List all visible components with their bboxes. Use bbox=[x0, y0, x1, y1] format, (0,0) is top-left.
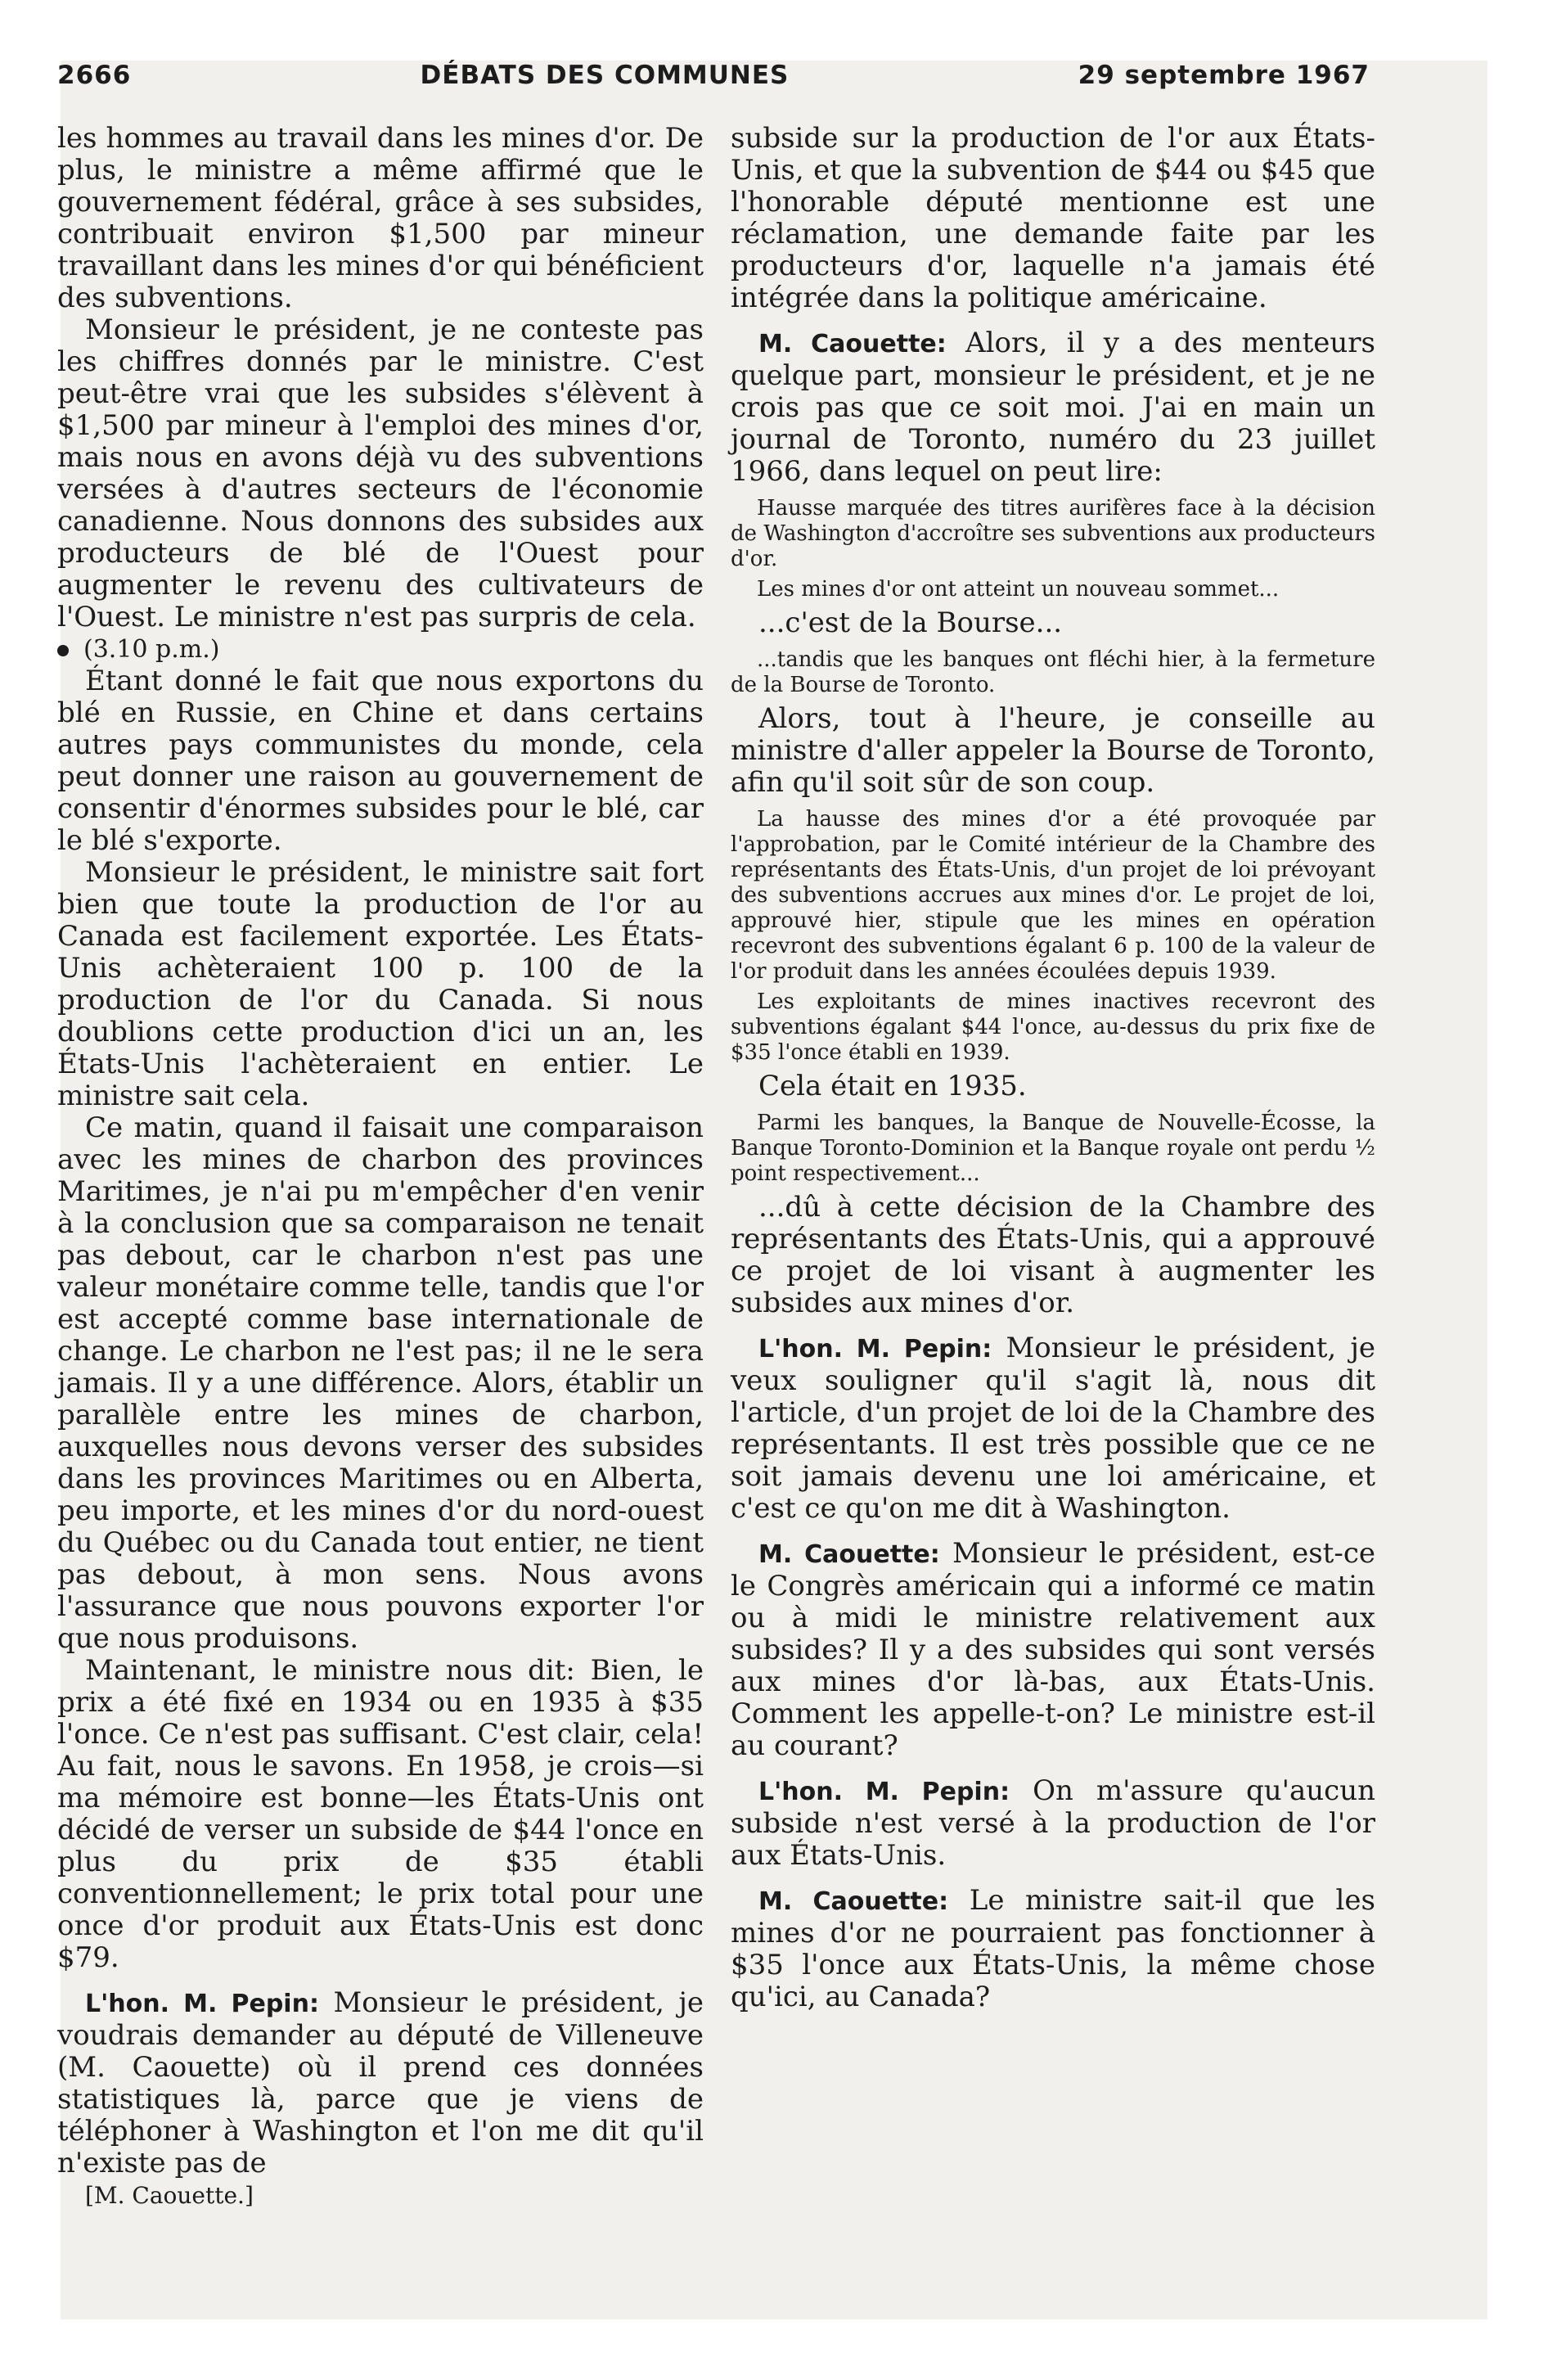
speech-text: Le ministre sait-il que les mines d'or ne pourraient pas fonctionner à $35 l'once aux États-Unis, la même chose qu'ici, au Canada? bbox=[731, 1884, 1375, 2013]
quotation: Parmi les banques, la Banque de Nouvelle-Écosse, la Banque Toronto-Dominion et la Banque royale ont perdu ½ point respectivement... bbox=[731, 1111, 1375, 1186]
bullet-icon bbox=[57, 645, 69, 656]
paragraph: Ce matin, quand il faisait une comparaison avec les mines de charbon des provinces Maritimes, je n'ai pu m'empêcher d'en venir à la conclusion que sa comparaison ne tenait pas debout, car le charbon n'est pas une valeur monétaire comme telle, tandis que l'or est accepté comme base internationale de change. Le charbon ne l'est pas; il ne le sera jamais. Il y a une différence. Alors, établir un parallèle entre les mines de charbon, auxquelles nous devons verser des subsides dans les provinces Maritimes ou en Alberta, peu importe, et les mines d'or du nord-ouest du Québec ou du Canada tout entier, ne tient pas debout, à mon sens. Nous avons l'assurance que nous pouvons exporter l'or que nous produisons. bbox=[57, 1111, 704, 1655]
quotation: Les exploitants de mines inactives recevront des subventions égalant $44 l'once, au-dessus du prix fixe de $35 l'once établi en 1939. bbox=[731, 989, 1375, 1065]
time-text: (3.10 p.m.) bbox=[83, 635, 220, 664]
paragraph: Alors, tout à l'heure, je conseille au ministre d'aller appeler la Bourse de Toronto, afin qu'il soit sûr de son coup. bbox=[731, 702, 1375, 799]
paragraph: Maintenant, le ministre nous dit: Bien, le prix a été fixé en 1934 ou en 1935 à $35 l'once. Ce n'est pas suffisant. C'est clair, cela! Au fait, nous le savons. En 1958, je crois—si ma mémoire est bonne—les États-Unis ont décidé de verser un subside de $44 l'once en plus du prix de $35 établi conventionnellement; le prix total pour une once d'or produit aux États-Unis est donc $79. bbox=[57, 1654, 704, 1974]
right-column bbox=[731, 123, 1375, 2013]
speech-text: Monsieur le président, je veux souligner qu'il s'agit là, nous dit l'article, d'un projet de loi de la Chambre des représentants. Il est très possible que ce ne soit jamais devenu une loi américaine, et c'est ce qu'on me dit à Washington. bbox=[731, 1332, 1376, 1525]
quotation: Les mines d'or ont atteint un nouveau sommet... bbox=[757, 577, 1280, 602]
paragraph: subside sur la production de l'or aux États-Unis, et que la subvention de $44 ou $45 que l'honorable député mentionne est une réclamation, une demande faite par les producteurs d'or, laquelle n'a jamais été intégrée dans la politique américaine. bbox=[731, 122, 1375, 314]
paragraph: ...c'est de la Bourse... bbox=[758, 606, 1063, 639]
paragraph: Étant donné le fait que nous exportons du blé en Russie, en Chine et dans certains autres pays communistes du monde, cela peut donner une raison au gouvernement de consentir d'énormes subsides pour le blé, car le blé s'exporte. bbox=[57, 665, 704, 857]
speaker-name: L'hon. M. Pepin: bbox=[758, 1778, 1010, 1806]
footer-attribution: [M. Caouette.] bbox=[85, 2182, 254, 2209]
speaker-name: M. Caouette: bbox=[758, 1887, 949, 1916]
speech-text: Monsieur le président, est-ce le Congrès américain qui a informé ce matin ou à midi le ministre relativement aux subsides? Il y a des subsides qui sont versés aux mines d'or là-bas, aux États-Unis. Comment les appelle-t-on? Le ministre est-il au courant? bbox=[731, 1537, 1376, 1762]
paragraph: Cela était en 1935. bbox=[758, 1070, 1027, 1102]
time-marker bbox=[57, 633, 704, 665]
quotation: ...tandis que les banques ont fléchi hier, à la fermeture de la Bourse de Toronto. bbox=[731, 647, 1375, 697]
speech-text: On m'assure qu'aucun subside n'est versé à la production de l'or aux États-Unis. bbox=[731, 1774, 1376, 1872]
speech bbox=[731, 1775, 1375, 1872]
page-date: 29 septembre 1967 bbox=[1078, 61, 1370, 90]
speaker-name: L'hon. M. Pepin: bbox=[758, 1335, 992, 1364]
speech-text: Monsieur le président, je voudrais demander au député de Villeneuve (M. Caouette) où il prend ces données statistiques là, parce que je viens de téléphoner à Washington et l'on me dit qu'il n'existe pas de bbox=[57, 1986, 704, 2179]
speech-text: Alors, il y a des menteurs quelque part, monsieur le président, et je ne crois pas que ce soit moi. J'ai en main un journal de Toronto, numéro du 23 juillet 1966, dans lequel on peut lire: bbox=[731, 327, 1376, 488]
paragraph: les hommes au travail dans les mines d'or. De plus, le ministre a même affirmé que le gouvernement fédéral, grâce à ses subsides, contribuait environ $1,500 par mineur travaillant dans les mines d'or qui bénéficient des subventions. bbox=[57, 122, 704, 314]
quotation: Hausse marquée des titres aurifères face à la décision de Washington d'accroître ses subventions aux producteurs d'or. bbox=[731, 496, 1375, 571]
page-header bbox=[57, 61, 1370, 90]
paragraph: ...dû à cette décision de la Chambre des représentants des États-Unis, qui a approuvé ce projet de loi visant à augmenter les subsides aux mines d'or. bbox=[731, 1191, 1375, 1319]
speech bbox=[57, 1987, 704, 2179]
paragraph: Monsieur le président, je ne conteste pas les chiffres donnés par le ministre. C'est peut-être vrai que les subsides s'élèvent à $1,500 par mineur à l'emploi des mines d'or, mais nous en avons déjà vu des subventions versées à d'autres secteurs de l'économie canadienne. Nous donnons des subsides aux producteurs de blé de l'Ouest pour augmenter le revenu des cultivateurs de l'Ouest. Le ministre n'est pas surpris de cela. bbox=[57, 313, 704, 633]
speech bbox=[731, 1538, 1375, 1762]
page-title: DÉBATS DES COMMUNES bbox=[420, 61, 790, 90]
speaker-name: M. Caouette: bbox=[758, 1540, 940, 1569]
left-column bbox=[57, 123, 704, 2211]
page-number: 2666 bbox=[57, 61, 132, 90]
paragraph: Monsieur le président, le ministre sait fort bien que toute la production de l'or au Canada est facilement exportée. Les États-Unis achèteraient 100 p. 100 de la production de l'or du Canada. Si nous doublions cette production d'ici un an, les États-Unis l'achèteraient en entier. Le ministre sait cela. bbox=[57, 856, 704, 1112]
speech bbox=[731, 1332, 1375, 1525]
speaker-name: M. Caouette: bbox=[758, 330, 947, 358]
speech bbox=[731, 1885, 1375, 2013]
quotation: La hausse des mines d'or a été provoquée par l'approbation, par le Comité intérieur de la Chambre des représentants des États-Unis, d'un projet de loi prévoyant des subventions accrues aux mines d'or. Le projet de loi, approuvé hier, stipule que les mines en opération recevront des subventions égalant 6 p. 100 de la valeur de l'or produit dans les années écoulées depuis 1939. bbox=[731, 807, 1375, 984]
speaker-name: L'hon. M. Pepin: bbox=[85, 1990, 319, 2018]
speech bbox=[731, 327, 1375, 488]
